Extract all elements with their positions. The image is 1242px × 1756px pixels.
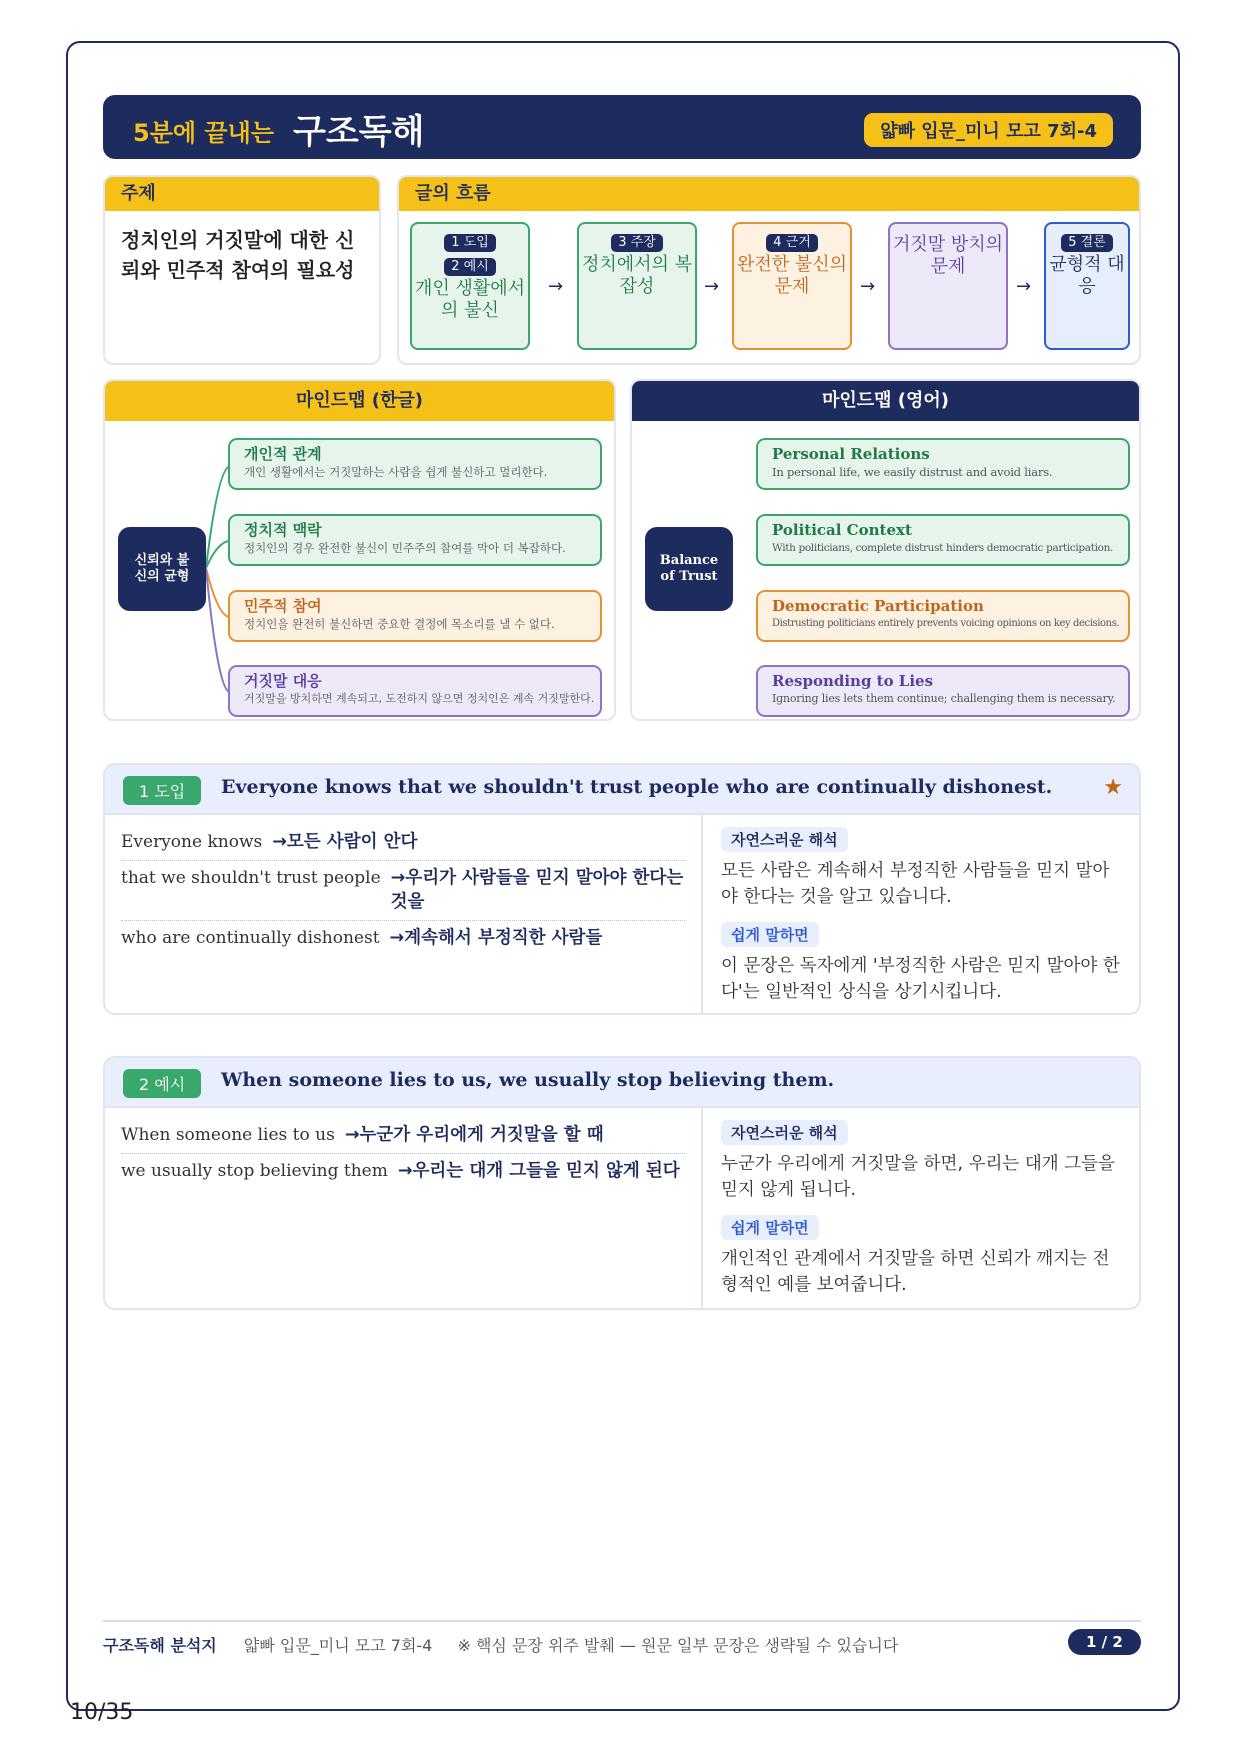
chunk-ko: →우리가 사람들을 믿지 말아야 한다는 것을 (390, 868, 684, 912)
mindmap-en-hub: Balance of Trust (645, 527, 733, 611)
easy-explanation: 이 문장은 독자에게 '부정직한 사람은 믿지 말아야 한다'는 일반적인 상식을 상기시킵니다. (721, 956, 1120, 1002)
branch-desc: 정치인의 경우 완전한 불신이 민주주의 참여를 막아 더 복잡하다. (244, 541, 566, 555)
branch-desc: Ignoring lies lets them continue; challenging them is necessary. (772, 692, 1116, 705)
mindmap-en-label: 마인드맵 (영어) (632, 381, 1139, 421)
easy-label: 쉽게 말하면 (721, 1215, 819, 1240)
branch-desc: Distrusting politicians entirely prevents voicing opinions on key decisions. (772, 618, 1120, 629)
natural-label: 자연스러운 해석 (721, 1120, 848, 1145)
branch-title: 정치적 맥락 (244, 521, 322, 539)
chunk-ko: →모든 사람이 안다 (272, 832, 418, 852)
flow-step-text: 균형적 대응 (1049, 254, 1125, 297)
mindmap-ko-hub: 신뢰와 불신의 균형 (118, 527, 206, 611)
footer-meta: 얇빠 입문_미니 모고 7회-4 (243, 1636, 433, 1655)
mindmap-ko-label: 마인드맵 (한글) (105, 381, 614, 421)
section-tag: 2 예시 (123, 1069, 201, 1098)
branch-title: 거짓말 대응 (244, 672, 322, 690)
easy-label: 쉽게 말하면 (721, 922, 819, 947)
footer (103, 1633, 898, 1656)
footer-divider (103, 1620, 1141, 1622)
flow-arrow: → (1016, 276, 1032, 297)
chunk-row (121, 921, 685, 956)
branch-title: Responding to Lies (772, 672, 934, 690)
branch-desc: 정치인을 완전히 불신하면 중요한 결정에 목소리를 낼 수 없다. (244, 617, 555, 631)
chunk-row (121, 1154, 685, 1189)
footer-note: ※ 핵심 문장 위주 발췌 — 원문 일부 문장은 생략될 수 있습니다 (457, 1636, 899, 1655)
section-header (105, 765, 1139, 815)
chunk-en: that we shouldn't trust people (121, 868, 381, 888)
header-title: 구조독해 (293, 112, 425, 152)
easy-explanation: 개인적인 관계에서 거짓말을 하면 신뢰가 깨지는 전형적인 예를 보여줍니다. (721, 1249, 1110, 1295)
branch-desc: 개인 생활에서는 거짓말하는 사람을 쉽게 불신하고 멀리한다. (244, 465, 548, 479)
exam-badge: 얇빠 입문_미니 모고 7회-4 (864, 113, 1113, 147)
mindmap-ko-branch-3 (228, 590, 602, 642)
flow-step-tag: 3 주장 (611, 234, 663, 252)
chunk-en: When someone lies to us (121, 1125, 335, 1145)
topic-text: 정치인의 거짓말에 대한 신뢰와 민주적 참여의 필요성 (121, 228, 355, 282)
flow-step-tag: 4 근거 (766, 234, 818, 252)
sentence-section-1 (103, 763, 1141, 1015)
section-sentence: When someone lies to us, we usually stop believing them. (221, 1069, 835, 1091)
natural-translation: 모든 사람은 계속해서 부정직한 사람들을 믿지 말아야 한다는 것을 알고 있습니다. (721, 861, 1110, 907)
branch-title: Democratic Participation (772, 597, 984, 615)
chunk-ko: →우리는 대개 그들을 믿지 않게 된다 (397, 1161, 680, 1181)
flow-step-text: 완전한 불신의 문제 (736, 254, 848, 297)
mindmap-ko-branch-2 (228, 514, 602, 566)
sentence-section-2 (103, 1056, 1141, 1310)
branch-title: 개인적 관계 (244, 445, 322, 463)
section-header (105, 1058, 1139, 1108)
section-tag: 1 도입 (123, 776, 201, 805)
footer-brand: 구조독해 분석지 (103, 1636, 217, 1655)
chunk-row (121, 861, 685, 921)
flow-step-tag: 2 예시 (444, 258, 496, 276)
branch-desc: 거짓말을 방치하면 계속되고, 도전하지 않으면 정치인은 계속 거짓말한다. (244, 692, 595, 705)
connector (206, 466, 230, 568)
topic-label: 주제 (105, 177, 379, 211)
flow-arrow: → (548, 276, 564, 297)
chunk-list (105, 815, 703, 1013)
chunk-row (121, 1118, 685, 1154)
star-icon: ★ (1103, 775, 1123, 800)
mindmap-en-branch-3 (756, 590, 1130, 642)
chunk-en: Everyone knows (121, 832, 263, 852)
mindmap-ko-branch-4 (228, 665, 602, 717)
connector (206, 568, 230, 692)
chunk-en: who are continually dishonest (121, 928, 380, 948)
branch-desc: In personal life, we easily distrust and avoid liars. (772, 465, 1053, 479)
chunk-ko: →계속해서 부정직한 사람들 (389, 928, 603, 948)
branch-title: Political Context (772, 521, 912, 539)
interpretation-panel (705, 815, 1139, 1013)
mindmap-en-branch-1 (756, 438, 1130, 490)
header-pre: 5분에 끝내는 (133, 119, 274, 147)
flow-step-tag: 1 도입 (444, 234, 496, 252)
chunk-list (105, 1108, 703, 1308)
branch-title: 민주적 참여 (244, 597, 322, 615)
mindmap-en-branch-4 (756, 665, 1130, 717)
mindmap-ko-branch-1 (228, 438, 602, 490)
branch-title: Personal Relations (772, 445, 930, 463)
section-sentence: Everyone knows that we shouldn't trust people who are continually dishonest. (221, 776, 1053, 798)
natural-label: 자연스러운 해석 (721, 827, 848, 852)
flow-step-text: 정치에서의 복잡성 (581, 254, 693, 297)
chunk-en: we usually stop believing them (121, 1161, 388, 1181)
chunk-ko: →누군가 우리에게 거짓말을 할 때 (344, 1125, 604, 1145)
flow-step-text: 거짓말 방치의 문제 (892, 234, 1004, 277)
flow-arrow: → (860, 276, 876, 297)
flow-label: 글의 흐름 (399, 177, 1139, 211)
chunk-row (121, 825, 685, 861)
page-counter: 10/35 (70, 1700, 134, 1725)
flow-step-tag: 5 결론 (1061, 234, 1113, 252)
interpretation-panel (705, 1108, 1139, 1308)
mindmap-en-branch-2 (756, 514, 1130, 566)
flow-step-text: 개인 생활에서의 불신 (414, 278, 526, 321)
flow-arrow: → (704, 276, 720, 297)
branch-desc: With politicians, complete distrust hinders democratic participation. (772, 542, 1113, 554)
page-indicator: 1 / 2 (1068, 1629, 1141, 1655)
natural-translation: 누군가 우리에게 거짓말을 하면, 우리는 대개 그들을 믿지 않게 됩니다. (721, 1154, 1115, 1200)
